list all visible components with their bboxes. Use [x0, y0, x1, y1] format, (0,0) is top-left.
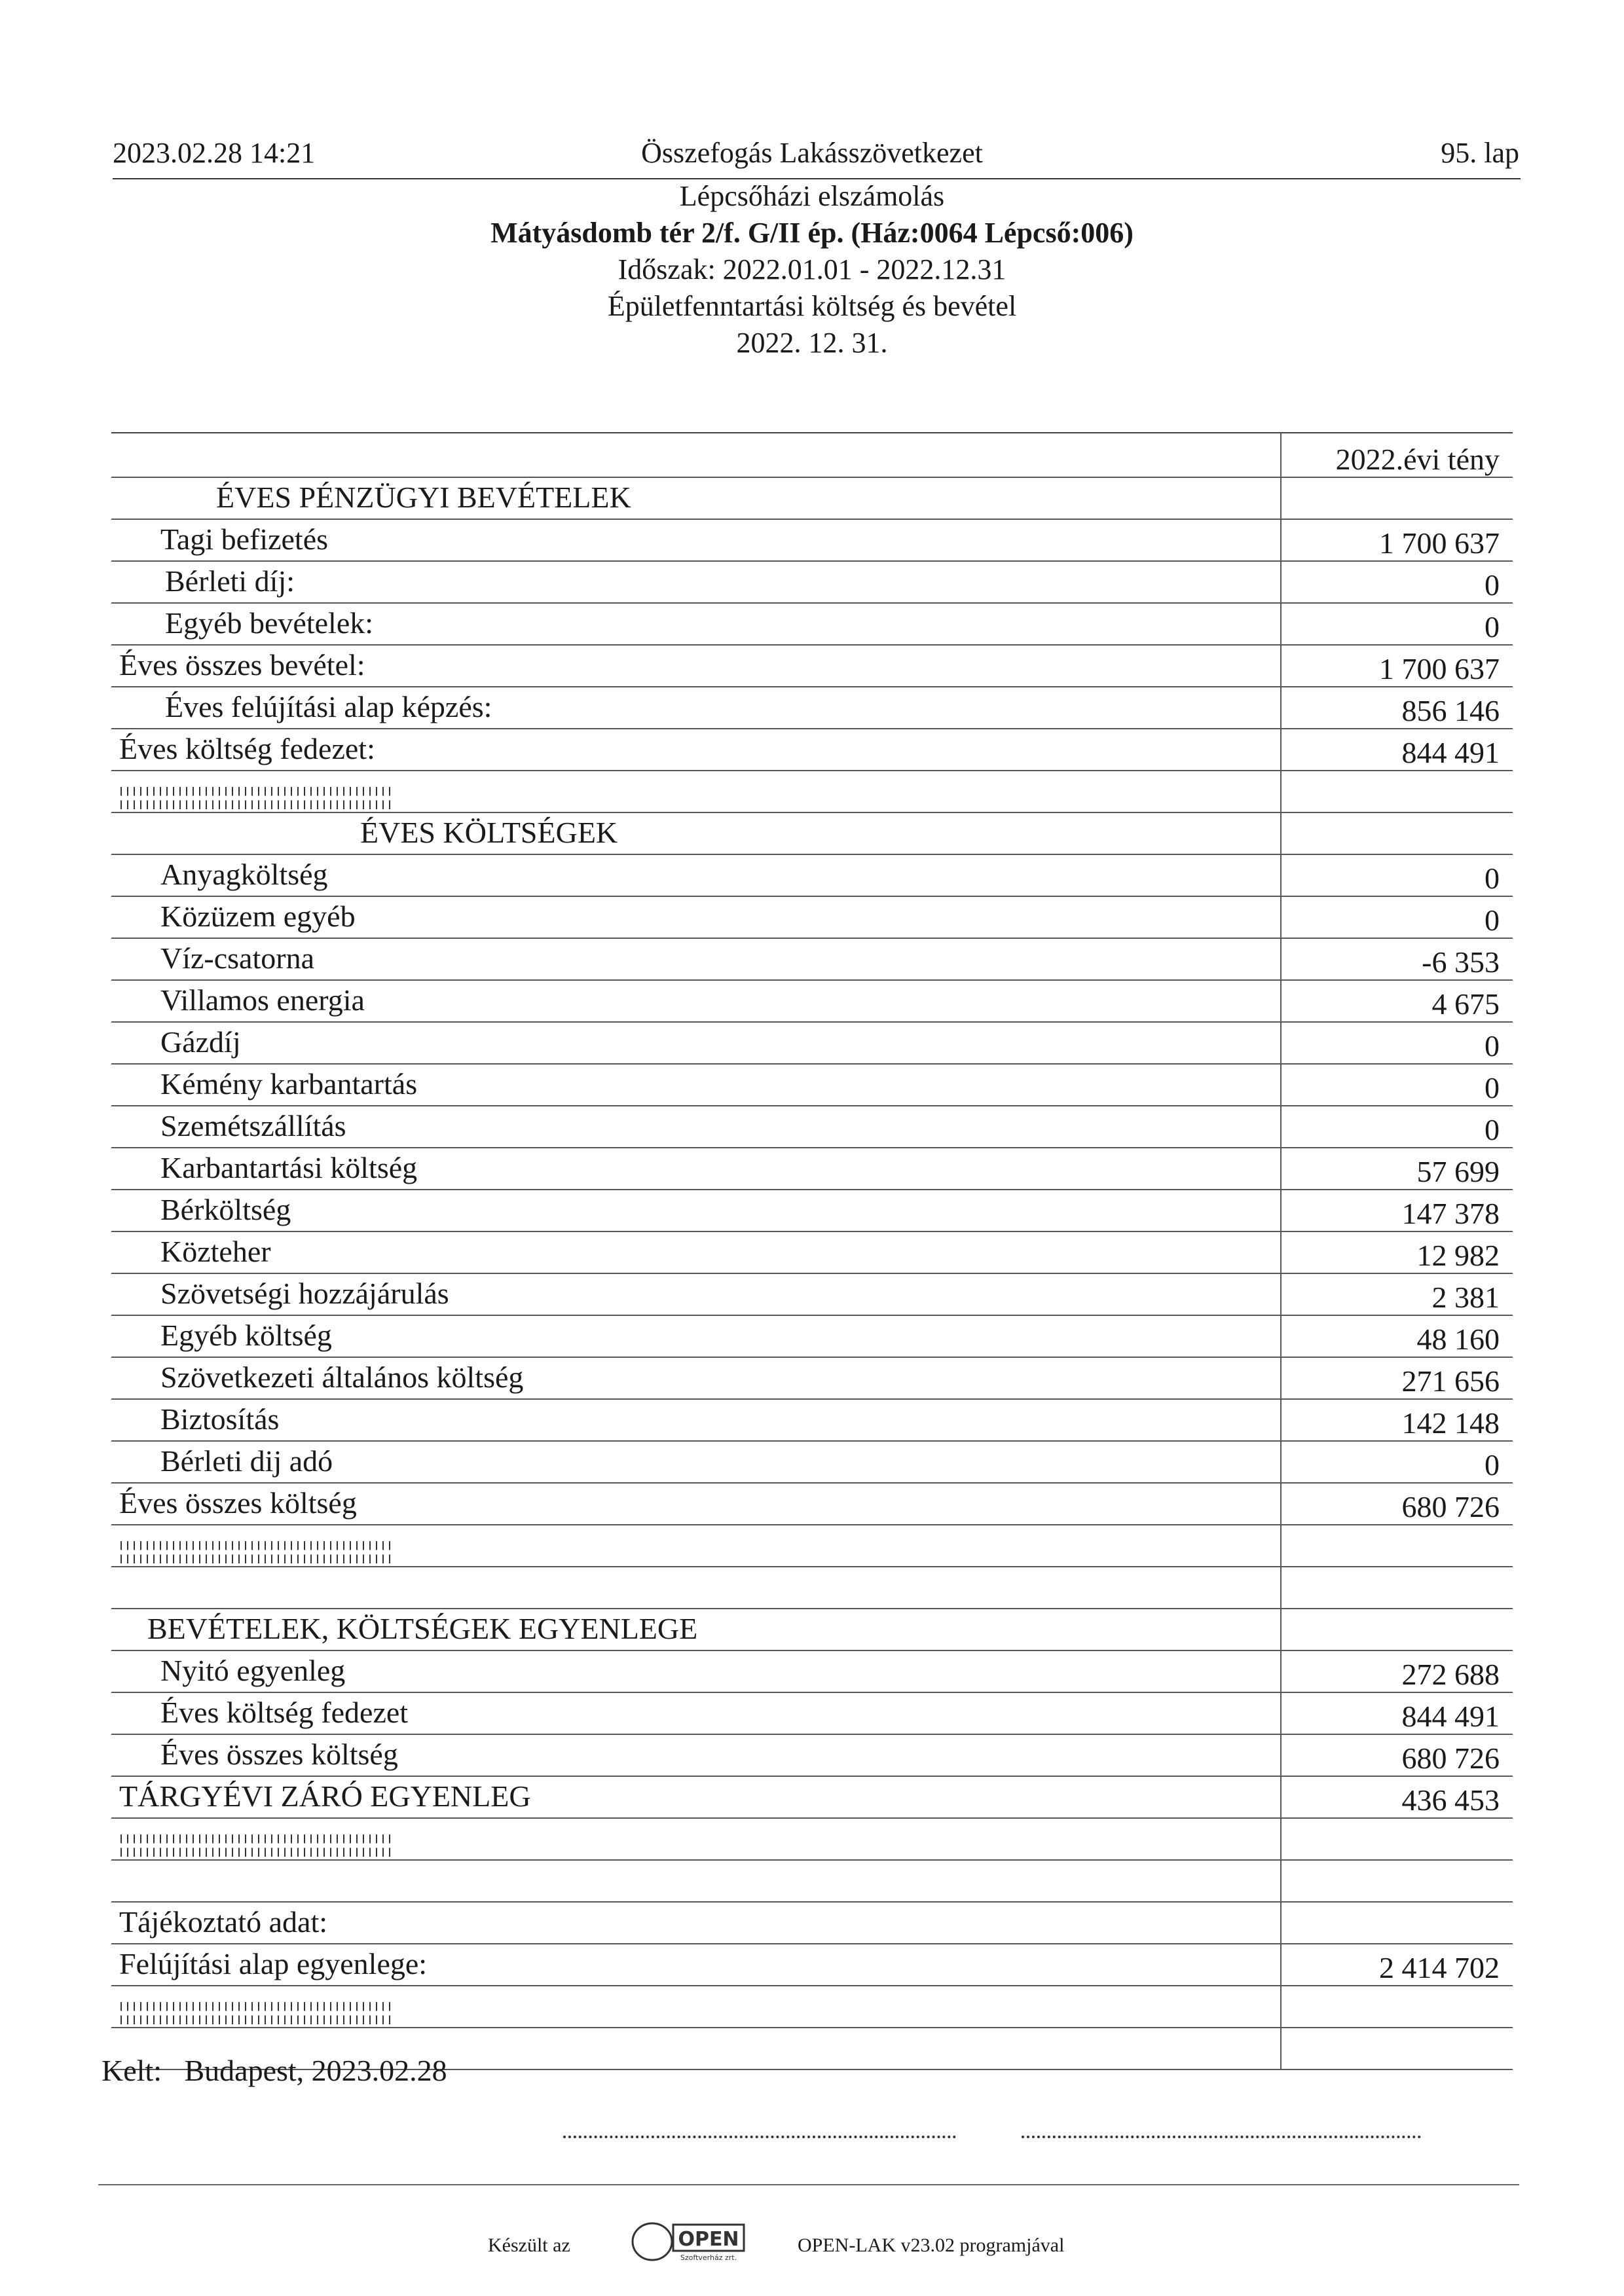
row-value: -6 353	[1422, 945, 1500, 979]
page-number: 95. lap	[1441, 137, 1519, 169]
table-row	[111, 1358, 1513, 1400]
row-label: Villamos energia	[160, 983, 365, 1017]
row-label: Felújítási alap egyenlege:	[119, 1947, 428, 1980]
row-label: Közteher	[160, 1235, 271, 1268]
table-row	[111, 1023, 1513, 1065]
row-value: 4 675	[1431, 987, 1500, 1021]
table-row	[111, 562, 1513, 604]
row-value: 272 688	[1401, 1658, 1500, 1691]
separator-row	[111, 1525, 1513, 1567]
row-label: Éves összes költség	[119, 1486, 357, 1520]
table-row	[111, 1316, 1513, 1358]
table-row	[111, 1442, 1513, 1484]
table-row	[111, 1148, 1513, 1190]
section-title: ÉVES KÖLTSÉGEK	[360, 816, 618, 849]
row-value: 57 699	[1416, 1155, 1500, 1188]
report-subject: Épületfenntartási költség és bevétel	[607, 290, 1017, 322]
row-label: TÁRGYÉVI ZÁRÓ EGYENLEG	[119, 1779, 531, 1813]
row-label: Éves felújítási alap képzés:	[165, 690, 492, 723]
row-value: 844 491	[1401, 736, 1500, 769]
row-value: 0	[1485, 903, 1500, 937]
table-row	[111, 1693, 1513, 1735]
row-label: Nyitó egyenleg	[160, 1654, 346, 1687]
table-row	[111, 981, 1513, 1023]
kelt-value: Budapest, 2023.02.28	[184, 2054, 447, 2087]
row-value: 0	[1485, 1029, 1500, 1063]
table-row	[111, 855, 1513, 897]
separator-row	[111, 1819, 1513, 1861]
row-label: Kémény karbantartás	[160, 1067, 418, 1101]
table-row-total-income	[111, 646, 1513, 687]
logo-subtext: Szoftverház zrt.	[680, 2253, 737, 2262]
row-value: 680 726	[1401, 1490, 1500, 1523]
table-row	[111, 1065, 1513, 1106]
row-label: Anyagköltség	[160, 858, 328, 891]
column-header: 2022.évi tény	[1335, 443, 1500, 476]
open-logo-icon	[630, 2218, 748, 2264]
table-row	[111, 1735, 1513, 1777]
footer-divider	[98, 2184, 1519, 2185]
row-label: Szemétszállítás	[160, 1109, 346, 1142]
table-row-info	[111, 1903, 1513, 1944]
row-value: 2 414 702	[1379, 1951, 1500, 1984]
row-label: Éves összes költség	[160, 1738, 398, 1771]
row-label: Bérköltség	[160, 1193, 291, 1226]
blank-row	[111, 1567, 1513, 1609]
period: Időszak: 2022.01.01 - 2022.12.31	[618, 253, 1006, 285]
row-label: Bérleti díj:	[165, 564, 295, 598]
table-row-renovation-fund	[111, 687, 1513, 729]
separator-row	[111, 771, 1513, 813]
signature-line-right	[1022, 2133, 1421, 2138]
row-value: 844 491	[1401, 1700, 1500, 1733]
barcode-filler	[120, 2002, 396, 2024]
table-row	[111, 520, 1513, 562]
table-row	[111, 1106, 1513, 1148]
print-datetime: 2023.02.28 14:21	[113, 137, 316, 169]
row-value: 680 726	[1401, 1741, 1500, 1775]
blank-row	[111, 1861, 1513, 1903]
table-row	[111, 1400, 1513, 1442]
row-value: 1 700 637	[1379, 652, 1500, 685]
row-value: 0	[1485, 1448, 1500, 1482]
table-row-cost-coverage	[111, 729, 1513, 771]
document-type: Lépcsőházi elszámolás	[679, 180, 945, 212]
row-label: Szövetkezeti általános költség	[160, 1360, 524, 1394]
kelt-label: Kelt:	[101, 2054, 162, 2087]
row-label: Éves költség fedezet:	[119, 732, 375, 765]
section-row-costs	[111, 813, 1513, 855]
signature-line-left	[563, 2133, 956, 2138]
section-row-income	[111, 478, 1513, 520]
row-label: Szövetségi hozzájárulás	[160, 1277, 449, 1310]
made-with-label: Készült az	[488, 2234, 570, 2256]
report-table	[111, 432, 1513, 2070]
row-label: Éves összes bevétel:	[119, 648, 365, 682]
table-row	[111, 897, 1513, 939]
section-row-balance	[111, 1609, 1513, 1651]
row-value: 2 381	[1431, 1281, 1500, 1314]
row-value: 856 146	[1401, 694, 1500, 727]
separator-row	[111, 1986, 1513, 2028]
table-row-closing-balance	[111, 1777, 1513, 1819]
section-title: BEVÉTELEK, KÖLTSÉGEK EGYENLEGE	[147, 1612, 698, 1645]
row-value: 0	[1485, 1113, 1500, 1146]
signing-place-date	[101, 2053, 447, 2088]
program-label: OPEN-LAK v23.02 programjával	[798, 2234, 1065, 2256]
row-label: Közüzem egyéb	[160, 900, 356, 933]
report-date: 2022. 12. 31.	[736, 327, 888, 359]
table-row	[111, 1190, 1513, 1232]
row-label: Tagi befizetés	[160, 522, 329, 556]
barcode-filler	[120, 1541, 396, 1563]
row-label: Karbantartási költség	[160, 1151, 418, 1184]
row-label: Bérleti dij adó	[160, 1444, 333, 1478]
row-value: 142 148	[1401, 1406, 1500, 1440]
row-label: Egyéb bevételek:	[165, 606, 374, 640]
row-value: 436 453	[1401, 1783, 1500, 1817]
table-row-renovation-balance	[111, 1944, 1513, 1986]
row-value: 0	[1485, 568, 1500, 602]
row-label: Éves költség fedezet	[160, 1696, 409, 1729]
row-label: Gázdíj	[160, 1025, 241, 1059]
table-row-total-cost	[111, 1484, 1513, 1525]
barcode-filler	[120, 1834, 396, 1857]
barcode-filler	[120, 787, 396, 809]
row-value: 48 160	[1416, 1322, 1500, 1356]
row-label: Víz-csatorna	[160, 941, 314, 975]
table-row	[111, 1651, 1513, 1693]
row-value: 1 700 637	[1379, 526, 1500, 560]
table-row	[111, 1274, 1513, 1316]
row-value: 12 982	[1416, 1239, 1500, 1272]
section-title: ÉVES PÉNZÜGYI BEVÉTELEK	[216, 481, 631, 514]
row-value: 271 656	[1401, 1364, 1500, 1398]
row-label: Biztosítás	[160, 1402, 280, 1436]
logo-text: OPEN	[678, 2228, 739, 2251]
row-label: Tájékoztató adat:	[119, 1905, 328, 1939]
row-value: 0	[1485, 862, 1500, 895]
row-value: 0	[1485, 1071, 1500, 1104]
organization-name: Összefogás Lakásszövetkezet	[641, 137, 983, 169]
table-row	[111, 1232, 1513, 1274]
table-row	[111, 604, 1513, 646]
building-address: Mátyásdomb tér 2/f. G/II ép. (Ház:0064 Lépcső:006)	[490, 217, 1134, 249]
table-row	[111, 939, 1513, 981]
table-header-row	[111, 433, 1513, 478]
row-value: 0	[1485, 610, 1500, 644]
row-value: 147 378	[1401, 1197, 1500, 1230]
row-label: Egyéb költség	[160, 1319, 332, 1352]
